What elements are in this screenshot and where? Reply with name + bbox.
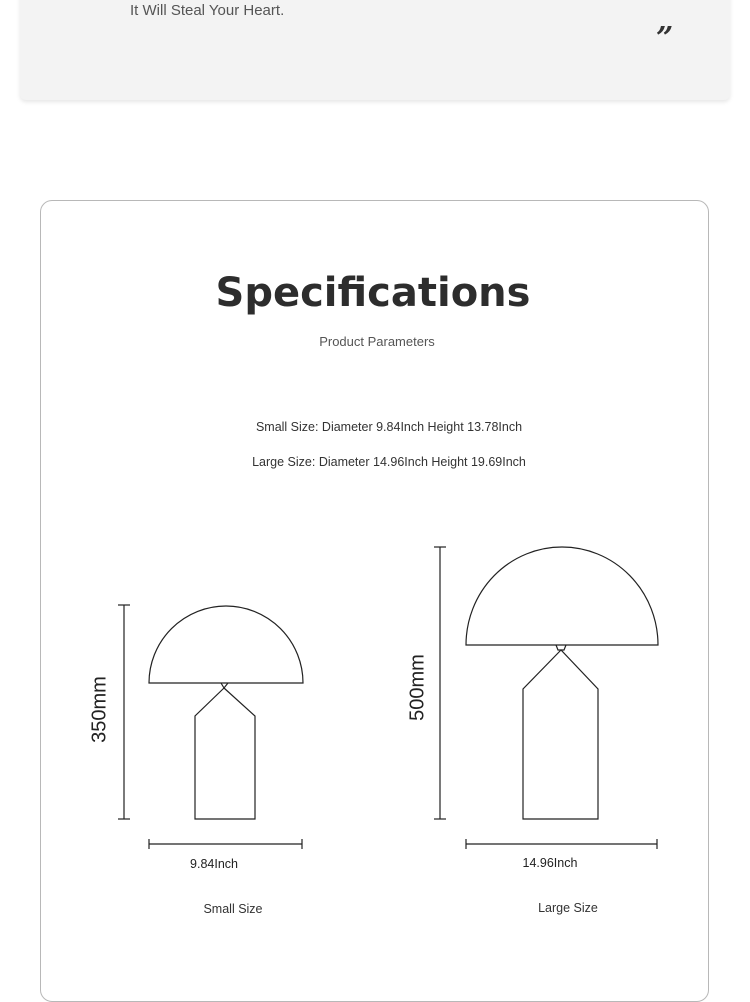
- large-lamp-shade: [466, 547, 658, 645]
- closing-quote-icon: ”: [656, 21, 674, 56]
- small-lamp-neck: [221, 683, 228, 688]
- small-width-label: 9.84Inch: [190, 857, 238, 871]
- specifications-title: Specifications: [215, 270, 531, 316]
- small-lamp-drawing: [118, 605, 303, 849]
- large-lamp-drawing: [434, 547, 658, 849]
- small-size-caption: Small Size: [203, 902, 263, 916]
- small-lamp-shade: [149, 606, 303, 683]
- large-size-caption: Large Size: [538, 901, 598, 915]
- small-size-spec: Small Size: Diameter 9.84Inch Height 13.78Inch: [255, 420, 523, 434]
- large-size-spec: Large Size: Diameter 14.96Inch Height 19.69Inch: [252, 455, 526, 469]
- small-height-label: 350mm: [88, 676, 111, 743]
- large-height-label: 500mm: [406, 654, 429, 721]
- small-lamp-base: [195, 688, 255, 819]
- testimonial-text: It Will Steal Your Heart.: [130, 2, 285, 19]
- specifications-subtitle: Product Parameters: [319, 334, 435, 349]
- large-width-label: 14.96Inch: [522, 856, 578, 870]
- large-lamp-base: [523, 650, 598, 819]
